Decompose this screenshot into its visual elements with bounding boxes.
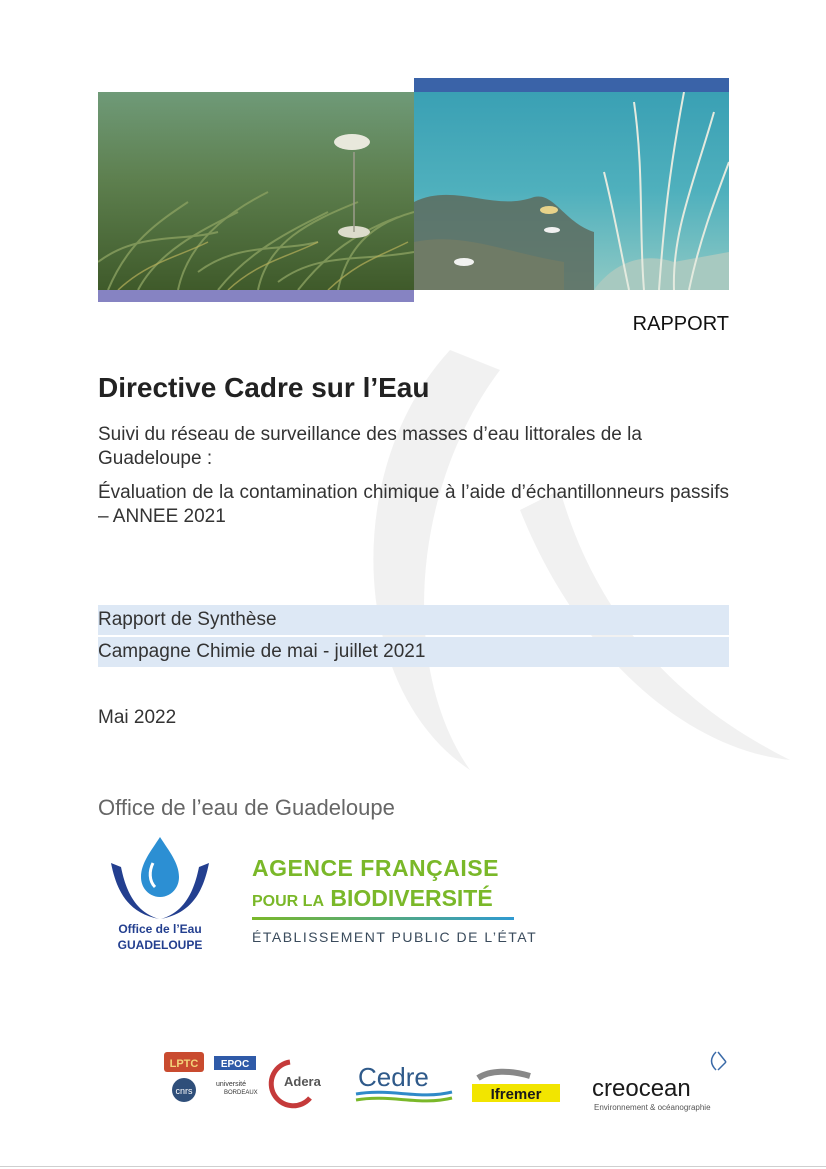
- right-color-bar: [414, 78, 729, 92]
- coral-reef-photo: [414, 92, 729, 290]
- afb-line2-prefix: POUR LA: [252, 893, 324, 910]
- left-color-bar: [98, 290, 414, 302]
- afb-line2: [252, 885, 493, 912]
- epoc-logo: [214, 1056, 258, 1096]
- lptc-text: LPTC: [169, 1058, 199, 1070]
- footer-divider: [0, 1166, 826, 1167]
- partner-logos: [160, 1048, 730, 1118]
- bordeaux-text: BORDEAUX: [224, 1090, 258, 1096]
- ifremer-logo: [472, 1072, 560, 1103]
- cnrs-text: cnrs: [175, 1086, 193, 1096]
- ifremer-text: Ifremer: [490, 1086, 542, 1103]
- afb-line2-main: BIODIVERSITÉ: [330, 885, 493, 911]
- adera-logo: [271, 1062, 321, 1106]
- cedre-logo: [356, 1062, 452, 1101]
- afb-line3: ÉTABLISSEMENT PUBLIC DE L’ÉTAT: [252, 929, 538, 945]
- universite-text: université: [216, 1081, 246, 1088]
- office-eau-line1: Office de l’Eau: [118, 922, 202, 936]
- epoc-text: EPOC: [220, 1059, 250, 1070]
- creocean-tagline: Environnement & océanographie: [594, 1103, 711, 1112]
- office-eau-line2: GUADELOUPE: [117, 938, 203, 952]
- seagrass-photo: [98, 92, 414, 290]
- lptc-logo: [164, 1052, 204, 1102]
- afb-line1: AGENCE FRANÇAISE: [252, 855, 499, 881]
- creocean-text: creocean: [592, 1075, 691, 1102]
- cedre-text: Cedre: [358, 1062, 429, 1092]
- office-eau-logo: [99, 833, 221, 955]
- afb-logo: [248, 855, 538, 950]
- document-title: Directive Cadre sur l’Eau: [98, 372, 430, 403]
- synthesis-band: Rapport de Synthèse: [98, 605, 729, 635]
- document-subtitle-2: Évaluation de la contamination chimique à l’aide d’échantillonneurs passifs – ANNEE 2021: [98, 482, 729, 527]
- report-type-label: RAPPORT: [632, 313, 729, 335]
- campaign-band: Campagne Chimie de mai - juillet 2021: [98, 637, 729, 667]
- creocean-logo: [592, 1052, 726, 1112]
- organization-name: Office de l’eau de Guadeloupe: [98, 795, 395, 820]
- adera-text: Adera: [284, 1074, 321, 1089]
- afb-divider: [252, 917, 514, 920]
- document-subtitle-1: Suivi du réseau de surveillance des masses d’eau littorales de la Guadeloupe :: [98, 424, 642, 469]
- document-date: Mai 2022: [98, 707, 177, 728]
